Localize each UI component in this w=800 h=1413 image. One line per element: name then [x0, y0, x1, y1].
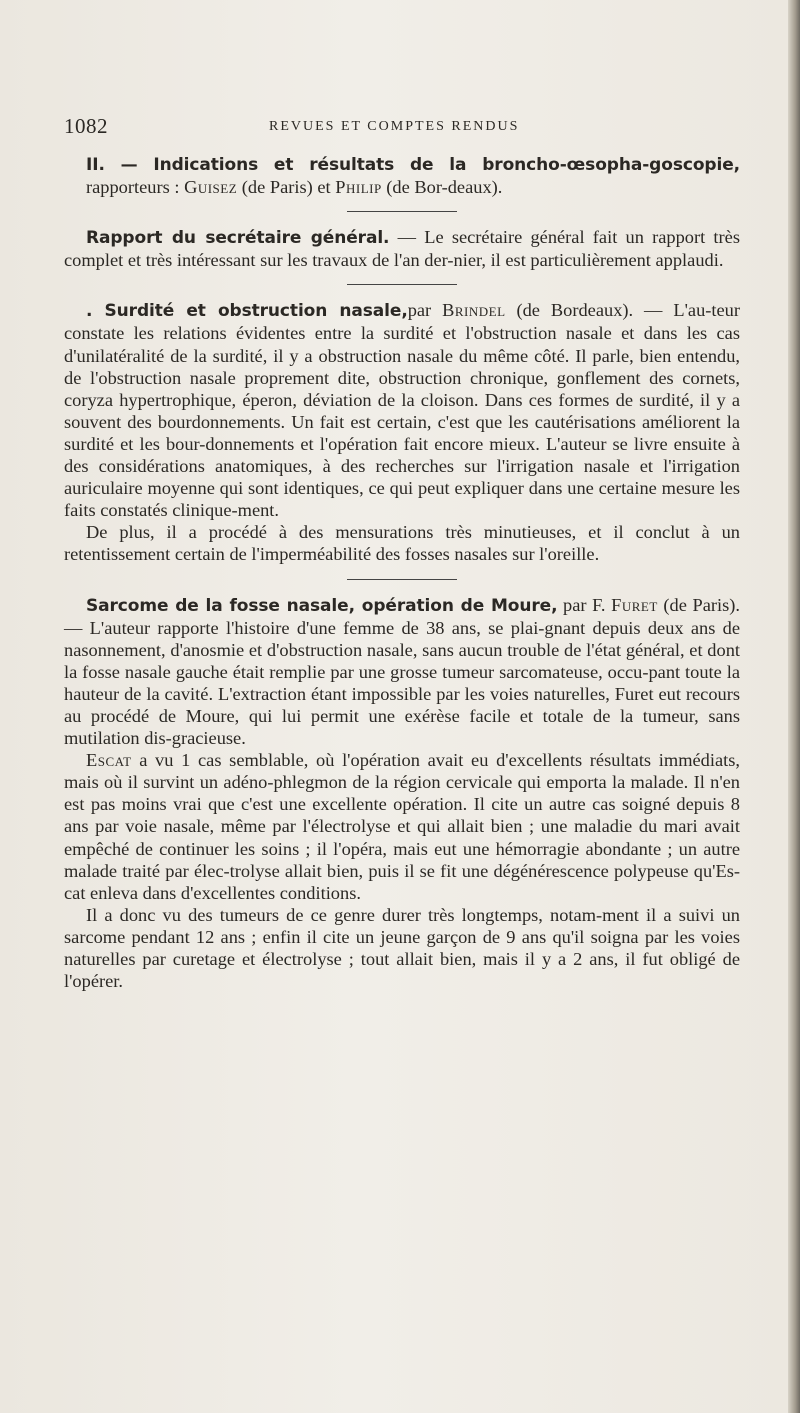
page-edge-shadow [788, 0, 800, 1413]
surdite-paragraph: . Surdité et obstruction nasale,par Brindel (de Bordeaux). — L'au-teur constate les relations évidentes entre la surdité et l'obstruction nasale et dans les cas d'unilatéralité de la surdité, il y a obstruction nasale du même côté. Il parle, bien entendu, de l'obstruction nasale proprement dite, obstruction chronique, gonflement des cornets, coryza hypertrophique, éperon, déviation de la cloison. Dans ces formes de surdité, il y a souvent des bourdonnements. Un fait est certain, c'est que les cautérisations améliorent la surdité et les bour-donnements et l'opération fait encore mieux. L'auteur se livre ensuite à des considérations anatomiques, à des recherches sur l'irrigation nasale et l'irrigation auriculaire moyenne qui sont identiques, ce qui peut expliquer dans une certaine mesure les faits constatés clinique-ment. [64, 300, 740, 521]
author-escat: Escat [86, 750, 132, 771]
running-head: REVUES ET COMPTES RENDUS [269, 119, 520, 134]
author-guisez: Guisez [184, 177, 238, 198]
sarcome-paragraph: Sarcome de la fosse nasale, opération de Moure, par F. Furet (de Paris). — L'auteur rapporte l'histoire d'une femme de 38 ans, se plai-gnant depuis deux ans de nasonnement, d'anosmie et d'obstruction nasale, sans aucun trouble de l'état général, et dont la fosse nasale gauche était remplie par une grosse tumeur sarcomateuse, occu-pant toute la hauteur de la cavité. L'extraction étant impossible par les voies naturelles, Furet eut recours au procédé de Moure, qui lui permit une exérèse facile et totale de la tumeur, sans mutilation dis-gracieuse. [64, 594, 740, 749]
rapport-paragraph: Rapport du secrétaire général. — Le secrétaire général fait un rapport très complet et très intéressant sur les travaux de l'an der-nier, il est particulièrement applaudi. [64, 227, 740, 271]
article-body [64, 153, 740, 992]
rapport-title: Rapport du secrétaire général. [86, 228, 390, 249]
sarcome-title: Sarcome de la fosse nasale, opération de Moure, [86, 595, 558, 616]
surdite-paragraph-2: De plus, il a procédé à des mensurations très minutieuses, et il conclut à un retentissement certain de l'imperméabilité des fosses nasales sur l'oreille. [64, 522, 740, 565]
surdite-title: . Surdité et obstruction nasale, [86, 301, 408, 322]
section-divider [347, 284, 457, 285]
sarcome-paragraph-3: Il a donc vu des tumeurs de ce genre durer très longtemps, notam-ment il a suivi un sarcome pendant 12 ans ; enfin il cite un jeune garçon de 9 ans qu'il soigna par les voies naturelles par curetage et électrolyse ; tout allait bien, mais il y a 2 ans, il fut obligé de l'opérer. [64, 904, 740, 992]
page-number: 1082 [64, 114, 108, 138]
section-divider [347, 579, 457, 580]
section-divider [347, 211, 457, 212]
section-ii-title: II. — Indications et résultats de la broncho-œsopha-goscopie, [86, 155, 740, 175]
sarcome-paragraph-2: Escat a vu 1 cas semblable, où l'opération avait eu d'excellents résultats immédiats, mais où il survint un adéno-phlegmon de la région cervicale qui emporta la malade. Il n'en est pas moins vrai que c'est une excellente opération. Il cite un autre cas soigné depuis 8 ans par voie nasale, même par l'électrolyse et qui allait bien ; une maladie du mari avait empêché de continuer les soins ; il l'opéra, mais eut une hémorragie abondante ; un autre malade traité par élec-trolyse allait bien, puis il se fit une dégénérescence polypeuse qu'Es-cat enleva dans d'excellentes conditions. [64, 750, 740, 903]
page-header [64, 114, 744, 144]
author-furet: Furet [611, 594, 658, 615]
author-philip: Philip [335, 177, 382, 198]
section-ii-paragraph: II. — Indications et résultats de la broncho-œsopha-goscopie, rapporteurs : Guisez (de Paris) et Philip (de Bor-deaux). [86, 155, 740, 198]
author-brindel: Brindel [442, 300, 506, 321]
